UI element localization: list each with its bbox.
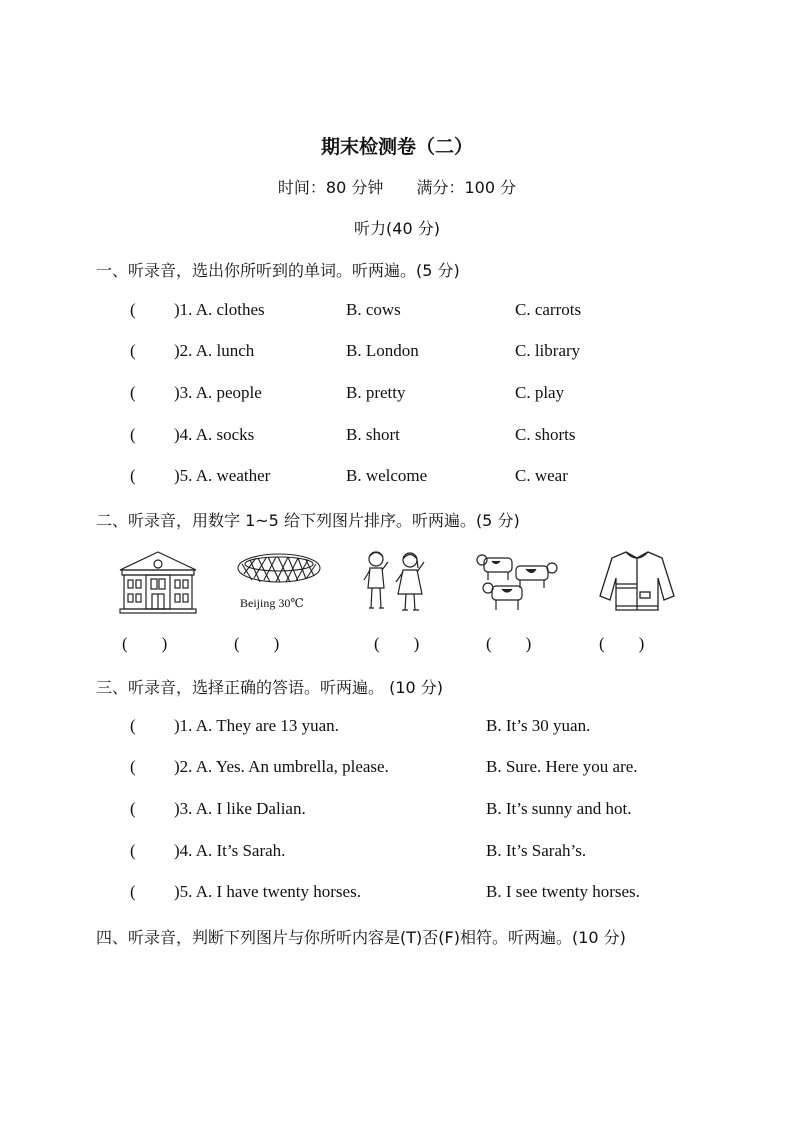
library-building-icon (118, 548, 198, 616)
option-a: )2. A. lunch (174, 341, 255, 360)
s1-item-2 (130, 341, 730, 365)
section1-heading: 一、听录音，选出你所听到的单词。听两遍。(5 分) (96, 261, 460, 280)
s3-item-4 (130, 841, 730, 865)
s3-item-1 (130, 716, 730, 740)
option-b: B. It’s Sarah’s. (486, 841, 587, 860)
section2-heading: 二、听录音，用数字 1~5 给下列图片排序。听两遍。(5 分) (96, 511, 520, 530)
picture-caption: Beijing 30℃ (240, 596, 304, 610)
option-b: B. cows (346, 300, 401, 319)
option-b: B. pretty (346, 383, 406, 402)
picture-blank-5[interactable]: ( ) (599, 634, 645, 653)
answer-blank[interactable]: ( (130, 341, 170, 360)
option-b: B. I see twenty horses. (486, 882, 640, 901)
option-a: )3. A. people (174, 383, 262, 402)
s1-item-5 (130, 466, 730, 490)
option-a: )2. A. Yes. An umbrella, please. (174, 757, 389, 776)
answer-blank[interactable]: ( (130, 383, 170, 402)
option-a: )1. A. They are 13 yuan. (174, 716, 339, 735)
exam-time: 时间：80 分钟 (277, 178, 384, 197)
s1-item-4 (130, 425, 730, 449)
answer-blank[interactable]: ( (130, 466, 170, 485)
answer-blank[interactable]: ( (130, 716, 170, 735)
jacket-icon (596, 548, 678, 616)
answer-blank[interactable]: ( (130, 882, 170, 901)
cows-icon (476, 548, 560, 614)
picture-blank-1[interactable]: ( ) (122, 634, 168, 653)
exam-title: 期末检测卷（二） (320, 136, 473, 158)
option-b: B. short (346, 425, 400, 444)
option-c: C. play (515, 383, 565, 402)
section3-heading: 三、听录音，选择正确的答语。听两遍。 (10 分) (96, 678, 444, 697)
s3-item-5 (130, 882, 730, 906)
exam-meta (0, 175, 794, 198)
answer-blank[interactable]: ( (130, 799, 170, 818)
s1-item-3 (130, 383, 730, 407)
answer-blank[interactable]: ( (130, 300, 170, 319)
two-girls-icon (360, 548, 430, 618)
answer-blank[interactable]: ( (130, 757, 170, 776)
answer-blank[interactable]: ( (130, 425, 170, 444)
birds-nest-stadium-icon (236, 548, 322, 610)
option-a: )1. A. clothes (174, 300, 265, 319)
option-a: )5. A. I have twenty horses. (174, 882, 361, 901)
s1-item-1 (130, 300, 730, 324)
picture-blank-4[interactable]: ( ) (486, 634, 532, 653)
option-c: C. carrots (515, 300, 582, 319)
option-a: )4. A. socks (174, 425, 255, 444)
option-c: C. shorts (515, 425, 576, 444)
part-title: 听力(40 分) (354, 219, 440, 238)
option-b: B. Sure. Here you are. (486, 757, 638, 776)
option-a: )3. A. I like Dalian. (174, 799, 306, 818)
section4-heading: 四、听录音，判断下列图片与你所听内容是(T)否(F)相符。听两遍。(10 分) (96, 928, 626, 947)
option-a: )5. A. weather (174, 466, 271, 485)
option-b: B. London (346, 341, 419, 360)
picture-row (0, 548, 794, 620)
picture-blank-2[interactable]: ( ) (234, 634, 280, 653)
picture-blank-3[interactable]: ( ) (374, 634, 420, 653)
option-c: C. library (515, 341, 581, 360)
option-a: )4. A. It’s Sarah. (174, 841, 286, 860)
option-c: C. wear (515, 466, 568, 485)
answer-blank[interactable]: ( (130, 841, 170, 860)
s3-item-2 (130, 757, 730, 781)
option-b: B. It’s sunny and hot. (486, 799, 632, 818)
s3-item-3 (130, 799, 730, 823)
exam-score: 满分：100 分 (416, 178, 517, 197)
option-b: B. It’s 30 yuan. (486, 716, 591, 735)
option-b: B. welcome (346, 466, 428, 485)
